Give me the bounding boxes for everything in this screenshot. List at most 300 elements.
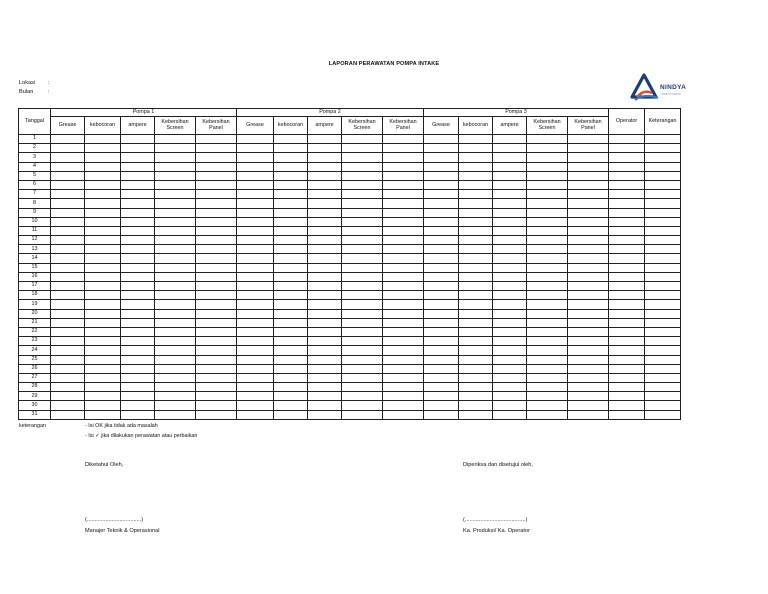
entry-cell[interactable] <box>51 180 85 189</box>
entry-cell[interactable] <box>527 282 568 291</box>
entry-cell[interactable] <box>342 254 383 263</box>
entry-cell[interactable] <box>121 401 155 410</box>
entry-cell[interactable] <box>383 401 424 410</box>
entry-cell[interactable] <box>237 373 274 382</box>
entry-cell[interactable] <box>645 401 681 410</box>
entry-cell[interactable] <box>342 263 383 272</box>
entry-cell[interactable] <box>424 373 459 382</box>
entry-cell[interactable] <box>609 162 645 171</box>
entry-cell[interactable] <box>274 410 308 419</box>
entry-cell[interactable] <box>645 337 681 346</box>
entry-cell[interactable] <box>121 144 155 153</box>
entry-cell[interactable] <box>424 208 459 217</box>
entry-cell[interactable] <box>527 291 568 300</box>
entry-cell[interactable] <box>609 180 645 189</box>
entry-cell[interactable] <box>196 135 237 144</box>
entry-cell[interactable] <box>493 337 527 346</box>
entry-cell[interactable] <box>459 217 493 226</box>
entry-cell[interactable] <box>308 245 342 254</box>
entry-cell[interactable] <box>196 190 237 199</box>
entry-cell[interactable] <box>424 401 459 410</box>
entry-cell[interactable] <box>609 337 645 346</box>
entry-cell[interactable] <box>383 272 424 281</box>
entry-cell[interactable] <box>383 226 424 235</box>
entry-cell[interactable] <box>274 254 308 263</box>
entry-cell[interactable] <box>342 318 383 327</box>
entry-cell[interactable] <box>237 300 274 309</box>
entry-cell[interactable] <box>493 383 527 392</box>
entry-cell[interactable] <box>85 162 121 171</box>
entry-cell[interactable] <box>645 254 681 263</box>
entry-cell[interactable] <box>237 162 274 171</box>
entry-cell[interactable] <box>155 355 196 364</box>
entry-cell[interactable] <box>196 226 237 235</box>
entry-cell[interactable] <box>121 217 155 226</box>
entry-cell[interactable] <box>308 217 342 226</box>
entry-cell[interactable] <box>527 190 568 199</box>
entry-cell[interactable] <box>196 263 237 272</box>
entry-cell[interactable] <box>493 217 527 226</box>
entry-cell[interactable] <box>196 217 237 226</box>
entry-cell[interactable] <box>308 236 342 245</box>
entry-cell[interactable] <box>155 309 196 318</box>
entry-cell[interactable] <box>383 410 424 419</box>
entry-cell[interactable] <box>609 153 645 162</box>
entry-cell[interactable] <box>155 135 196 144</box>
entry-cell[interactable] <box>237 226 274 235</box>
entry-cell[interactable] <box>196 272 237 281</box>
entry-cell[interactable] <box>342 300 383 309</box>
entry-cell[interactable] <box>459 135 493 144</box>
entry-cell[interactable] <box>568 272 609 281</box>
entry-cell[interactable] <box>568 153 609 162</box>
entry-cell[interactable] <box>609 245 645 254</box>
entry-cell[interactable] <box>493 171 527 180</box>
entry-cell[interactable] <box>85 383 121 392</box>
entry-cell[interactable] <box>121 226 155 235</box>
entry-cell[interactable] <box>645 180 681 189</box>
entry-cell[interactable] <box>459 364 493 373</box>
entry-cell[interactable] <box>121 236 155 245</box>
entry-cell[interactable] <box>274 309 308 318</box>
entry-cell[interactable] <box>196 383 237 392</box>
entry-cell[interactable] <box>459 337 493 346</box>
entry-cell[interactable] <box>274 318 308 327</box>
entry-cell[interactable] <box>645 309 681 318</box>
entry-cell[interactable] <box>424 226 459 235</box>
entry-cell[interactable] <box>459 254 493 263</box>
entry-cell[interactable] <box>424 337 459 346</box>
entry-cell[interactable] <box>342 383 383 392</box>
entry-cell[interactable] <box>383 364 424 373</box>
entry-cell[interactable] <box>85 291 121 300</box>
entry-cell[interactable] <box>609 346 645 355</box>
entry-cell[interactable] <box>237 291 274 300</box>
entry-cell[interactable] <box>342 291 383 300</box>
entry-cell[interactable] <box>196 392 237 401</box>
entry-cell[interactable] <box>609 217 645 226</box>
entry-cell[interactable] <box>493 355 527 364</box>
entry-cell[interactable] <box>274 364 308 373</box>
entry-cell[interactable] <box>155 364 196 373</box>
entry-cell[interactable] <box>459 171 493 180</box>
entry-cell[interactable] <box>527 300 568 309</box>
entry-cell[interactable] <box>155 190 196 199</box>
entry-cell[interactable] <box>237 364 274 373</box>
entry-cell[interactable] <box>342 410 383 419</box>
entry-cell[interactable] <box>308 162 342 171</box>
entry-cell[interactable] <box>645 144 681 153</box>
entry-cell[interactable] <box>424 327 459 336</box>
entry-cell[interactable] <box>121 373 155 382</box>
entry-cell[interactable] <box>493 318 527 327</box>
entry-cell[interactable] <box>121 180 155 189</box>
entry-cell[interactable] <box>609 355 645 364</box>
entry-cell[interactable] <box>196 199 237 208</box>
entry-cell[interactable] <box>274 190 308 199</box>
entry-cell[interactable] <box>383 199 424 208</box>
entry-cell[interactable] <box>155 346 196 355</box>
entry-cell[interactable] <box>51 226 85 235</box>
entry-cell[interactable] <box>196 401 237 410</box>
entry-cell[interactable] <box>274 226 308 235</box>
entry-cell[interactable] <box>568 171 609 180</box>
entry-cell[interactable] <box>568 226 609 235</box>
entry-cell[interactable] <box>342 217 383 226</box>
entry-cell[interactable] <box>237 346 274 355</box>
entry-cell[interactable] <box>85 254 121 263</box>
entry-cell[interactable] <box>645 245 681 254</box>
entry-cell[interactable] <box>609 318 645 327</box>
entry-cell[interactable] <box>308 153 342 162</box>
entry-cell[interactable] <box>85 190 121 199</box>
entry-cell[interactable] <box>424 291 459 300</box>
entry-cell[interactable] <box>274 272 308 281</box>
entry-cell[interactable] <box>308 208 342 217</box>
entry-cell[interactable] <box>155 153 196 162</box>
entry-cell[interactable] <box>459 272 493 281</box>
entry-cell[interactable] <box>121 171 155 180</box>
entry-cell[interactable] <box>342 309 383 318</box>
entry-cell[interactable] <box>237 337 274 346</box>
entry-cell[interactable] <box>383 263 424 272</box>
entry-cell[interactable] <box>85 300 121 309</box>
entry-cell[interactable] <box>155 318 196 327</box>
entry-cell[interactable] <box>609 282 645 291</box>
entry-cell[interactable] <box>568 217 609 226</box>
entry-cell[interactable] <box>424 346 459 355</box>
entry-cell[interactable] <box>645 383 681 392</box>
entry-cell[interactable] <box>568 135 609 144</box>
entry-cell[interactable] <box>424 309 459 318</box>
entry-cell[interactable] <box>274 263 308 272</box>
entry-cell[interactable] <box>424 364 459 373</box>
entry-cell[interactable] <box>121 254 155 263</box>
entry-cell[interactable] <box>568 245 609 254</box>
entry-cell[interactable] <box>155 300 196 309</box>
entry-cell[interactable] <box>609 208 645 217</box>
entry-cell[interactable] <box>85 410 121 419</box>
entry-cell[interactable] <box>459 282 493 291</box>
entry-cell[interactable] <box>342 144 383 153</box>
entry-cell[interactable] <box>85 226 121 235</box>
entry-cell[interactable] <box>568 199 609 208</box>
entry-cell[interactable] <box>196 208 237 217</box>
entry-cell[interactable] <box>85 263 121 272</box>
entry-cell[interactable] <box>274 300 308 309</box>
entry-cell[interactable] <box>121 208 155 217</box>
entry-cell[interactable] <box>155 263 196 272</box>
entry-cell[interactable] <box>493 272 527 281</box>
entry-cell[interactable] <box>493 254 527 263</box>
entry-cell[interactable] <box>609 364 645 373</box>
entry-cell[interactable] <box>645 318 681 327</box>
entry-cell[interactable] <box>609 254 645 263</box>
entry-cell[interactable] <box>459 309 493 318</box>
entry-cell[interactable] <box>527 327 568 336</box>
entry-cell[interactable] <box>308 263 342 272</box>
entry-cell[interactable] <box>645 364 681 373</box>
entry-cell[interactable] <box>237 245 274 254</box>
entry-cell[interactable] <box>85 364 121 373</box>
entry-cell[interactable] <box>383 180 424 189</box>
entry-cell[interactable] <box>51 355 85 364</box>
entry-cell[interactable] <box>51 383 85 392</box>
entry-cell[interactable] <box>155 291 196 300</box>
entry-cell[interactable] <box>237 180 274 189</box>
entry-cell[interactable] <box>493 162 527 171</box>
entry-cell[interactable] <box>237 272 274 281</box>
entry-cell[interactable] <box>85 272 121 281</box>
entry-cell[interactable] <box>196 171 237 180</box>
entry-cell[interactable] <box>645 226 681 235</box>
entry-cell[interactable] <box>424 383 459 392</box>
entry-cell[interactable] <box>237 135 274 144</box>
entry-cell[interactable] <box>342 401 383 410</box>
entry-cell[interactable] <box>237 309 274 318</box>
entry-cell[interactable] <box>424 355 459 364</box>
entry-cell[interactable] <box>196 318 237 327</box>
entry-cell[interactable] <box>121 199 155 208</box>
entry-cell[interactable] <box>342 199 383 208</box>
entry-cell[interactable] <box>237 263 274 272</box>
entry-cell[interactable] <box>274 355 308 364</box>
entry-cell[interactable] <box>568 309 609 318</box>
entry-cell[interactable] <box>424 199 459 208</box>
entry-cell[interactable] <box>308 410 342 419</box>
entry-cell[interactable] <box>609 309 645 318</box>
entry-cell[interactable] <box>383 373 424 382</box>
entry-cell[interactable] <box>645 272 681 281</box>
entry-cell[interactable] <box>51 217 85 226</box>
entry-cell[interactable] <box>308 272 342 281</box>
entry-cell[interactable] <box>527 410 568 419</box>
entry-cell[interactable] <box>459 208 493 217</box>
entry-cell[interactable] <box>527 318 568 327</box>
entry-cell[interactable] <box>383 135 424 144</box>
entry-cell[interactable] <box>527 309 568 318</box>
entry-cell[interactable] <box>527 236 568 245</box>
entry-cell[interactable] <box>568 180 609 189</box>
entry-cell[interactable] <box>493 364 527 373</box>
entry-cell[interactable] <box>196 180 237 189</box>
entry-cell[interactable] <box>274 153 308 162</box>
entry-cell[interactable] <box>342 337 383 346</box>
entry-cell[interactable] <box>459 300 493 309</box>
entry-cell[interactable] <box>85 337 121 346</box>
entry-cell[interactable] <box>274 245 308 254</box>
entry-cell[interactable] <box>274 217 308 226</box>
entry-cell[interactable] <box>383 355 424 364</box>
entry-cell[interactable] <box>527 355 568 364</box>
entry-cell[interactable] <box>155 337 196 346</box>
entry-cell[interactable] <box>51 162 85 171</box>
entry-cell[interactable] <box>424 318 459 327</box>
entry-cell[interactable] <box>85 309 121 318</box>
entry-cell[interactable] <box>51 282 85 291</box>
entry-cell[interactable] <box>493 208 527 217</box>
entry-cell[interactable] <box>424 180 459 189</box>
entry-cell[interactable] <box>609 190 645 199</box>
entry-cell[interactable] <box>493 291 527 300</box>
entry-cell[interactable] <box>568 300 609 309</box>
entry-cell[interactable] <box>527 272 568 281</box>
entry-cell[interactable] <box>274 144 308 153</box>
entry-cell[interactable] <box>308 144 342 153</box>
entry-cell[interactable] <box>274 180 308 189</box>
entry-cell[interactable] <box>493 153 527 162</box>
entry-cell[interactable] <box>527 245 568 254</box>
entry-cell[interactable] <box>568 190 609 199</box>
entry-cell[interactable] <box>274 383 308 392</box>
entry-cell[interactable] <box>527 401 568 410</box>
entry-cell[interactable] <box>459 144 493 153</box>
entry-cell[interactable] <box>196 236 237 245</box>
entry-cell[interactable] <box>383 162 424 171</box>
entry-cell[interactable] <box>493 190 527 199</box>
entry-cell[interactable] <box>609 236 645 245</box>
entry-cell[interactable] <box>342 162 383 171</box>
entry-cell[interactable] <box>196 162 237 171</box>
entry-cell[interactable] <box>85 401 121 410</box>
entry-cell[interactable] <box>568 337 609 346</box>
entry-cell[interactable] <box>51 272 85 281</box>
entry-cell[interactable] <box>121 291 155 300</box>
entry-cell[interactable] <box>645 355 681 364</box>
entry-cell[interactable] <box>51 300 85 309</box>
entry-cell[interactable] <box>274 199 308 208</box>
entry-cell[interactable] <box>645 291 681 300</box>
entry-cell[interactable] <box>342 180 383 189</box>
entry-cell[interactable] <box>459 373 493 382</box>
entry-cell[interactable] <box>609 135 645 144</box>
entry-cell[interactable] <box>645 190 681 199</box>
entry-cell[interactable] <box>645 373 681 382</box>
entry-cell[interactable] <box>274 392 308 401</box>
entry-cell[interactable] <box>85 355 121 364</box>
entry-cell[interactable] <box>196 291 237 300</box>
entry-cell[interactable] <box>85 373 121 382</box>
entry-cell[interactable] <box>342 135 383 144</box>
entry-cell[interactable] <box>424 410 459 419</box>
entry-cell[interactable] <box>459 318 493 327</box>
entry-cell[interactable] <box>308 337 342 346</box>
entry-cell[interactable] <box>493 282 527 291</box>
entry-cell[interactable] <box>645 208 681 217</box>
entry-cell[interactable] <box>383 383 424 392</box>
entry-cell[interactable] <box>459 263 493 272</box>
entry-cell[interactable] <box>85 171 121 180</box>
entry-cell[interactable] <box>85 208 121 217</box>
entry-cell[interactable] <box>568 373 609 382</box>
entry-cell[interactable] <box>85 144 121 153</box>
entry-cell[interactable] <box>237 401 274 410</box>
entry-cell[interactable] <box>85 236 121 245</box>
entry-cell[interactable] <box>568 383 609 392</box>
entry-cell[interactable] <box>85 153 121 162</box>
entry-cell[interactable] <box>424 254 459 263</box>
entry-cell[interactable] <box>155 144 196 153</box>
entry-cell[interactable] <box>459 410 493 419</box>
entry-cell[interactable] <box>527 180 568 189</box>
entry-cell[interactable] <box>274 208 308 217</box>
entry-cell[interactable] <box>274 337 308 346</box>
entry-cell[interactable] <box>121 162 155 171</box>
entry-cell[interactable] <box>237 190 274 199</box>
entry-cell[interactable] <box>308 364 342 373</box>
entry-cell[interactable] <box>645 171 681 180</box>
entry-cell[interactable] <box>645 217 681 226</box>
entry-cell[interactable] <box>342 208 383 217</box>
entry-cell[interactable] <box>155 327 196 336</box>
entry-cell[interactable] <box>308 401 342 410</box>
entry-cell[interactable] <box>645 236 681 245</box>
entry-cell[interactable] <box>51 337 85 346</box>
entry-cell[interactable] <box>121 327 155 336</box>
entry-cell[interactable] <box>527 153 568 162</box>
entry-cell[interactable] <box>155 226 196 235</box>
entry-cell[interactable] <box>342 236 383 245</box>
entry-cell[interactable] <box>85 217 121 226</box>
entry-cell[interactable] <box>237 144 274 153</box>
entry-cell[interactable] <box>645 300 681 309</box>
entry-cell[interactable] <box>459 199 493 208</box>
entry-cell[interactable] <box>342 153 383 162</box>
entry-cell[interactable] <box>51 392 85 401</box>
entry-cell[interactable] <box>493 346 527 355</box>
entry-cell[interactable] <box>308 355 342 364</box>
entry-cell[interactable] <box>568 392 609 401</box>
entry-cell[interactable] <box>493 144 527 153</box>
entry-cell[interactable] <box>645 346 681 355</box>
entry-cell[interactable] <box>568 236 609 245</box>
entry-cell[interactable] <box>196 364 237 373</box>
entry-cell[interactable] <box>85 180 121 189</box>
entry-cell[interactable] <box>85 135 121 144</box>
entry-cell[interactable] <box>342 245 383 254</box>
entry-cell[interactable] <box>85 199 121 208</box>
entry-cell[interactable] <box>383 190 424 199</box>
entry-cell[interactable] <box>383 245 424 254</box>
entry-cell[interactable] <box>85 245 121 254</box>
entry-cell[interactable] <box>85 327 121 336</box>
entry-cell[interactable] <box>196 337 237 346</box>
entry-cell[interactable] <box>121 190 155 199</box>
entry-cell[interactable] <box>237 383 274 392</box>
entry-cell[interactable] <box>51 171 85 180</box>
entry-cell[interactable] <box>51 346 85 355</box>
entry-cell[interactable] <box>237 208 274 217</box>
